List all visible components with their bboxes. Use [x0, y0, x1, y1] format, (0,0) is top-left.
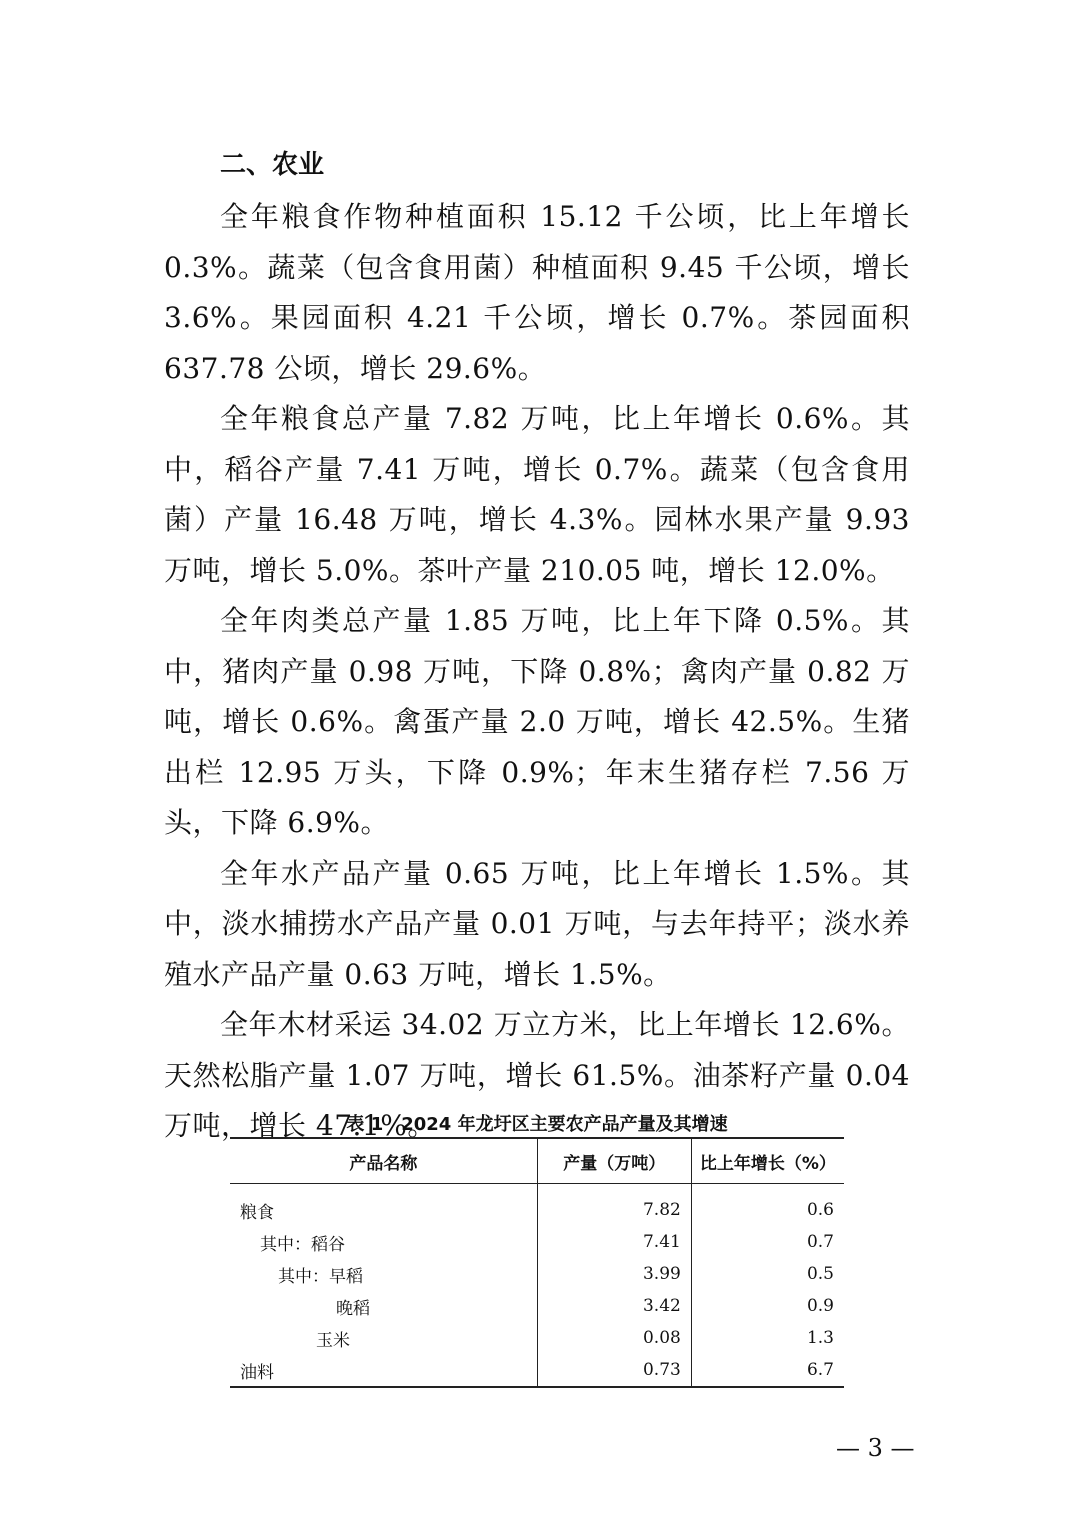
row-growth: 6.7 — [691, 1354, 844, 1387]
table-row — [230, 1290, 844, 1322]
row-output: 0.08 — [537, 1322, 691, 1354]
row-product-name: 油料 — [230, 1354, 537, 1387]
row-output: 7.41 — [537, 1226, 691, 1258]
row-product-name: 晚稻 — [336, 1298, 370, 1319]
header-output: 产量（万吨） — [537, 1138, 691, 1184]
row-product-name: 粮食 — [240, 1202, 274, 1223]
agri-products-table — [230, 1137, 844, 1388]
row-product-name: 其中：早稻 — [278, 1266, 363, 1287]
document-body — [164, 140, 910, 1152]
table-row — [230, 1184, 844, 1227]
paragraph-aquatic-output: 全年水产品产量 0.65 万吨，比上年增长 1.5%。其中，淡水捕捞水产品产量 0.01 万吨，与去年持平；淡水养殖水产品产量 0.63 万吨，增长 1.5%。 — [164, 856, 910, 991]
page-number: — 3 — — [836, 1434, 915, 1462]
paragraph-forestry-output: 全年木材采运 34.02 万立方米，比上年增长 12.6%。天然松脂产量 1.07 万吨，增长 61.5%。油茶籽产量 0.04 万吨，增长 47.1%。 — [164, 1008, 910, 1142]
header-product-name: 产品名称 — [230, 1138, 537, 1184]
paragraph-crop-area: 全年粮食作物种植面积 15.12 千公顷，比上年增长 0.3%。蔬菜（包含食用菌）种植面积 9.45 千公顷，增长 3.6%。果园面积 4.21 千公顷，增长 0.7%。茶园面积 637.78 公顷，增长 29.6%。 — [164, 200, 910, 385]
paragraph-meat-output: 全年肉类总产量 1.85 万吨，比上年下降 0.5%。其中，猪肉产量 0.98 万吨，下降 0.8%；禽肉产量 0.82 万吨，增长 0.6%。禽蛋产量 2.0 万吨，增长 42.5%。生猪出栏 12.95 万头，下降 0.9%；年末生猪存栏 7.56 万头，下降 6.9%。 — [164, 604, 910, 839]
row-growth: 0.9 — [691, 1290, 844, 1322]
table-header-row — [230, 1138, 844, 1184]
row-output: 0.73 — [537, 1354, 691, 1387]
table-caption: 表 1 2024 年龙圩区主要农产品产量及其增速 — [346, 1114, 728, 1135]
row-growth: 0.7 — [691, 1226, 844, 1258]
row-growth: 0.5 — [691, 1258, 844, 1290]
row-growth: 0.6 — [691, 1184, 844, 1227]
row-output: 3.42 — [537, 1290, 691, 1322]
row-output: 7.82 — [537, 1184, 691, 1227]
row-output: 3.99 — [537, 1258, 691, 1290]
row-product-name: 玉米 — [316, 1330, 350, 1351]
header-growth: 比上年增长（%） — [691, 1138, 844, 1184]
paragraph-grain-output: 全年粮食总产量 7.82 万吨，比上年增长 0.6%。其中，稻谷产量 7.41 万吨，增长 0.7%。蔬菜（包含食用菌）产量 16.48 万吨，增长 4.3%。园林水果产量 9.93 万吨，增长 5.0%。茶叶产量 210.05 吨，增长 12.0%。 — [164, 402, 910, 587]
table-row — [230, 1226, 844, 1258]
section-heading: 二、农业 — [220, 150, 325, 180]
row-growth: 1.3 — [691, 1322, 844, 1354]
table-row — [230, 1354, 844, 1387]
row-product-name: 其中：稻谷 — [260, 1234, 345, 1255]
table-row — [230, 1258, 844, 1290]
table-row — [230, 1322, 844, 1354]
